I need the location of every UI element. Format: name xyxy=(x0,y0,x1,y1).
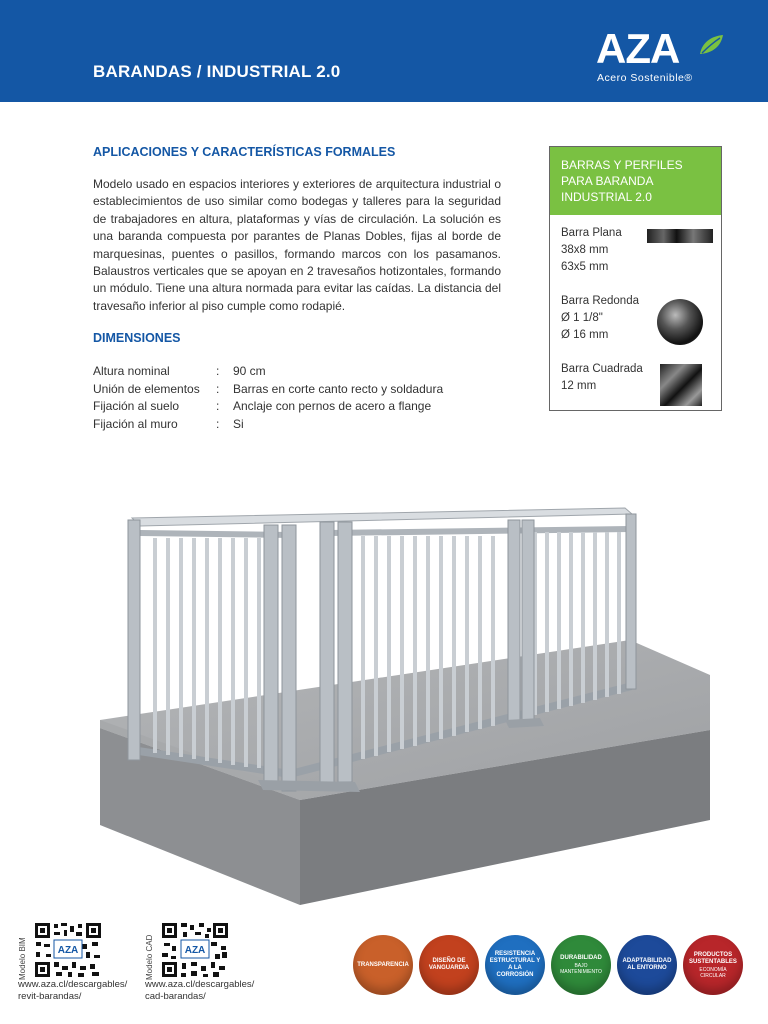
dimension-value: Anclaje con pernos de acero a flange xyxy=(233,399,432,413)
badge-subtitle: ECONOMÍA CIRCULAR xyxy=(699,966,727,979)
profile-spec: 12 mm xyxy=(561,380,597,392)
leaf-icon xyxy=(698,34,724,56)
cad-qr-code-icon[interactable] xyxy=(161,922,229,978)
dimensions-table xyxy=(93,364,513,434)
dimension-label: Fijación al suelo xyxy=(93,399,180,413)
profile-name: Barra Plana xyxy=(561,227,622,239)
badge-diseno xyxy=(419,935,479,995)
dimension-label: Unión de elementos xyxy=(93,381,200,396)
badge-durabilidad xyxy=(551,935,611,995)
badge-title: DISEÑO DE VANGUARDIA xyxy=(428,958,470,971)
badge-title: PRODUCTOS SUSTENTABLES xyxy=(689,951,737,965)
badge-title: ADAPTABILIDAD AL ENTORNO xyxy=(622,958,672,971)
profile-spec: 38x8 mm xyxy=(561,244,609,256)
dimension-label: Fijación al muro xyxy=(93,416,178,431)
cad-download-link[interactable] xyxy=(145,979,254,1003)
dimensions-heading: DIMENSIONES xyxy=(93,331,181,345)
qr-logo-text: AZA xyxy=(57,945,79,956)
logo-wordmark: AZA xyxy=(596,25,680,72)
bim-download-link[interactable] xyxy=(18,979,127,1003)
profile-spec: Ø 1 1/8" xyxy=(561,312,603,324)
dimension-value: Barras en corte canto recto y soldadura xyxy=(233,381,444,396)
dimension-value: Si xyxy=(233,416,244,431)
dimension-row xyxy=(93,417,513,435)
badge-subtitle: BAJO MANTENIMIENTO xyxy=(560,963,602,975)
applications-heading: APLICACIONES Y CARACTERÍSTICAS FORMALES xyxy=(93,145,396,159)
badge-sustentables xyxy=(683,935,743,995)
profiles-panel-title: BARRAS Y PERFILES PARA BARANDA INDUSTRIAL 2.0 xyxy=(561,158,683,204)
badge-adaptabilidad xyxy=(617,935,677,995)
profile-item-flat-bar xyxy=(561,225,622,276)
dimension-value: 90 cm xyxy=(233,364,266,378)
round-bar-swatch-icon xyxy=(657,299,703,345)
dimension-separator: : xyxy=(216,399,220,413)
profile-name: Barra Redonda xyxy=(561,295,639,307)
dimension-separator: : xyxy=(216,364,220,378)
profile-name: Barra Cuadrada xyxy=(561,363,643,375)
cad-url-line: www.aza.cl/descargables/ xyxy=(145,979,255,990)
badge-title: DURABILIDAD xyxy=(560,955,602,961)
dimension-label: Altura nominal xyxy=(93,364,170,378)
profile-spec: Ø 16 mm xyxy=(561,329,609,341)
bim-url-line: revit-barandas/ xyxy=(18,991,82,1002)
square-bar-swatch-icon xyxy=(660,364,702,406)
header-bar xyxy=(0,0,768,102)
profile-spec: 63x5 mm xyxy=(561,261,609,273)
bim-qr-code-icon[interactable] xyxy=(34,922,102,978)
profiles-panel-header xyxy=(550,147,721,215)
badge-title: RESISTENCIA ESTRUCTURAL Y A LA CORROSIÓN xyxy=(489,951,541,978)
logo-tagline: Acero Sostenible® xyxy=(597,72,693,84)
badge-transparencia xyxy=(353,935,413,995)
flat-bar-swatch-icon xyxy=(647,229,713,243)
cad-url-line: cad-barandas/ xyxy=(145,991,206,1002)
dimension-separator: : xyxy=(216,416,220,431)
badge-title: TRANSPARENCIA xyxy=(357,961,409,968)
aza-logo xyxy=(596,25,736,88)
badge-resistencia xyxy=(485,935,545,995)
bim-label: Modelo BIM xyxy=(18,937,27,980)
railing-illustration xyxy=(60,470,720,910)
profile-item-round-bar xyxy=(561,293,639,344)
dimension-row xyxy=(93,364,513,382)
qr-logo-text: AZA xyxy=(184,945,206,956)
bim-url-line: www.aza.cl/descargables/ xyxy=(18,979,128,990)
profiles-panel xyxy=(549,146,722,411)
page-title: BARANDAS / INDUSTRIAL 2.0 xyxy=(93,62,341,81)
applications-description: Modelo usado en espacios interiores y exteriores de arquitectura industrial o establecimientos de uso similar como bodegas y talleres para la seguridad de trabajadores en altura, plataformas y vías de circulación. La solución es una baranda compuesta por parantes de Planas Dobles, fijas al borde de marquesinas, puentes o pasillos, formando marcos con los pasamanos. Balaustros verticales que se apoyan en 2 travesaños hotizontales, formando un módulo. Tiene una altura normada para evitar las caídas. La distancia del travesaño inferior al piso cumple como rodapié. xyxy=(93,177,501,313)
dimension-row xyxy=(93,382,513,400)
profile-item-square-bar xyxy=(561,361,643,395)
dimension-separator: : xyxy=(216,381,220,396)
cad-label: Modelo CAD xyxy=(145,934,154,980)
dimension-row xyxy=(93,399,513,417)
